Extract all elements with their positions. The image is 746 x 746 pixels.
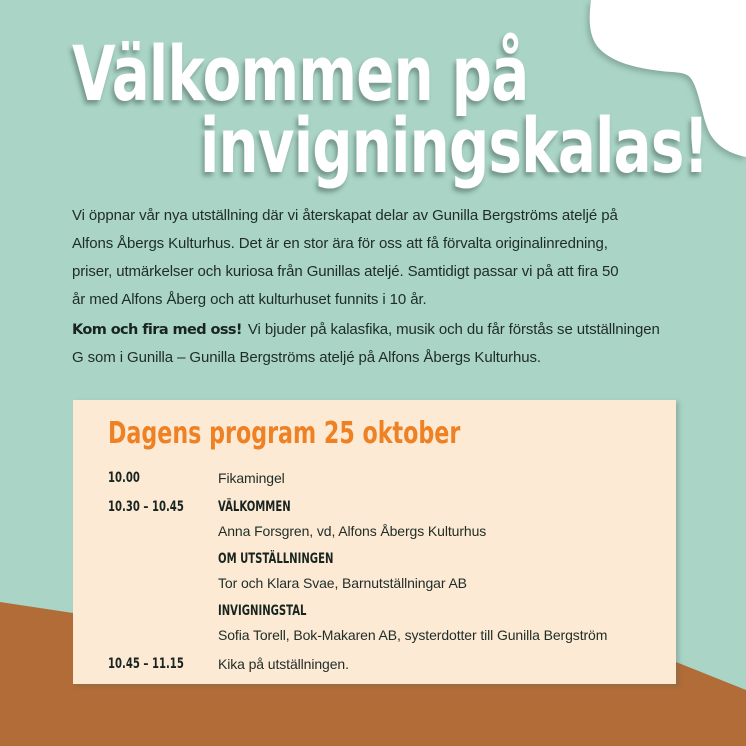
program-time-cell (108, 623, 218, 648)
program-entry-speaker: Anna Forsgren, vd, Alfons Åbergs Kulturhus (218, 523, 487, 539)
program-row (108, 547, 676, 571)
program-row (108, 519, 676, 544)
program-content-cell (218, 652, 349, 677)
intro-p1-line-3: priser, utmärkelser och kuriosa från Gunillas ateljé. Samtidigt passar vi på att fira 50 (72, 263, 619, 280)
program-time-cell (108, 652, 218, 677)
program-box (73, 400, 676, 684)
program-content-cell (218, 623, 607, 648)
program-time-cell (108, 547, 218, 571)
intro-p2-line-1-rest: Vi bjuder på kalasfika, musik och du får förstås se utställningen (247, 321, 660, 338)
intro-p2-line-1 (72, 316, 660, 344)
program-time-cell (108, 571, 218, 596)
intro-p1-line-4: år med Alfons Åberg och att kulturhuset funnits i 10 år. (72, 291, 427, 308)
intro-p2-line-2: G som i Gunilla – Gunilla Bergströms ateljé på Alfons Åbergs Kulturhus. (72, 349, 541, 366)
intro-p1-line-2: Alfons Åbergs Kulturhus. Det är en stor ära för oss att få förvalta originalinredning, (72, 235, 608, 252)
program-time-cell (108, 519, 218, 544)
title-line-1: Välkommen på (72, 29, 529, 118)
program-content-cell (218, 571, 467, 596)
program-content-cell (218, 466, 285, 491)
intro-lead-text: Kom och fira med oss! (72, 322, 242, 338)
program-row (108, 466, 676, 491)
program-time: 10.30 – 10.45 (108, 499, 184, 515)
program-time-cell (108, 599, 218, 623)
program-entry-label: INVIGNINGSTAL (218, 603, 307, 619)
title-line-2: invigningskalas! (200, 101, 709, 190)
program-time: 10.00 (108, 470, 140, 486)
program-row (108, 623, 676, 648)
program-time-cell (108, 466, 218, 491)
program-row (108, 599, 676, 623)
program-row (108, 495, 676, 519)
program-entry-label: VÄLKOMMEN (218, 499, 291, 515)
program-activity: Fikamingel (218, 470, 285, 486)
program-entry-label: OM UTSTÄLLNINGEN (218, 551, 334, 567)
intro-p1-line-1: Vi öppnar vår nya utställning där vi återskapat delar av Gunilla Bergströms ateljé på (72, 207, 618, 224)
program-heading-text: Dagens program 25 oktober (108, 416, 461, 451)
program-content-cell (218, 547, 378, 571)
intro-paragraph-2 (72, 316, 660, 372)
program-time-cell (108, 495, 218, 519)
program-content-cell (218, 599, 341, 623)
program-content-cell (218, 519, 486, 544)
program-row (108, 571, 676, 596)
program-activity: Kika på utställningen. (218, 656, 349, 672)
program-heading (108, 414, 676, 456)
program-entry-speaker: Tor och Klara Svae, Barnutställningar AB (218, 575, 467, 591)
program-entry-speaker: Sofia Torell, Bok-Makaren AB, systerdotter till Gunilla Bergström (218, 627, 608, 643)
program-row (108, 652, 676, 677)
program-content-cell (218, 495, 319, 519)
intro-paragraph-1 (72, 202, 618, 314)
page-title (72, 29, 746, 190)
program-time: 10.45 – 11.15 (108, 656, 184, 672)
program-schedule (108, 466, 676, 677)
